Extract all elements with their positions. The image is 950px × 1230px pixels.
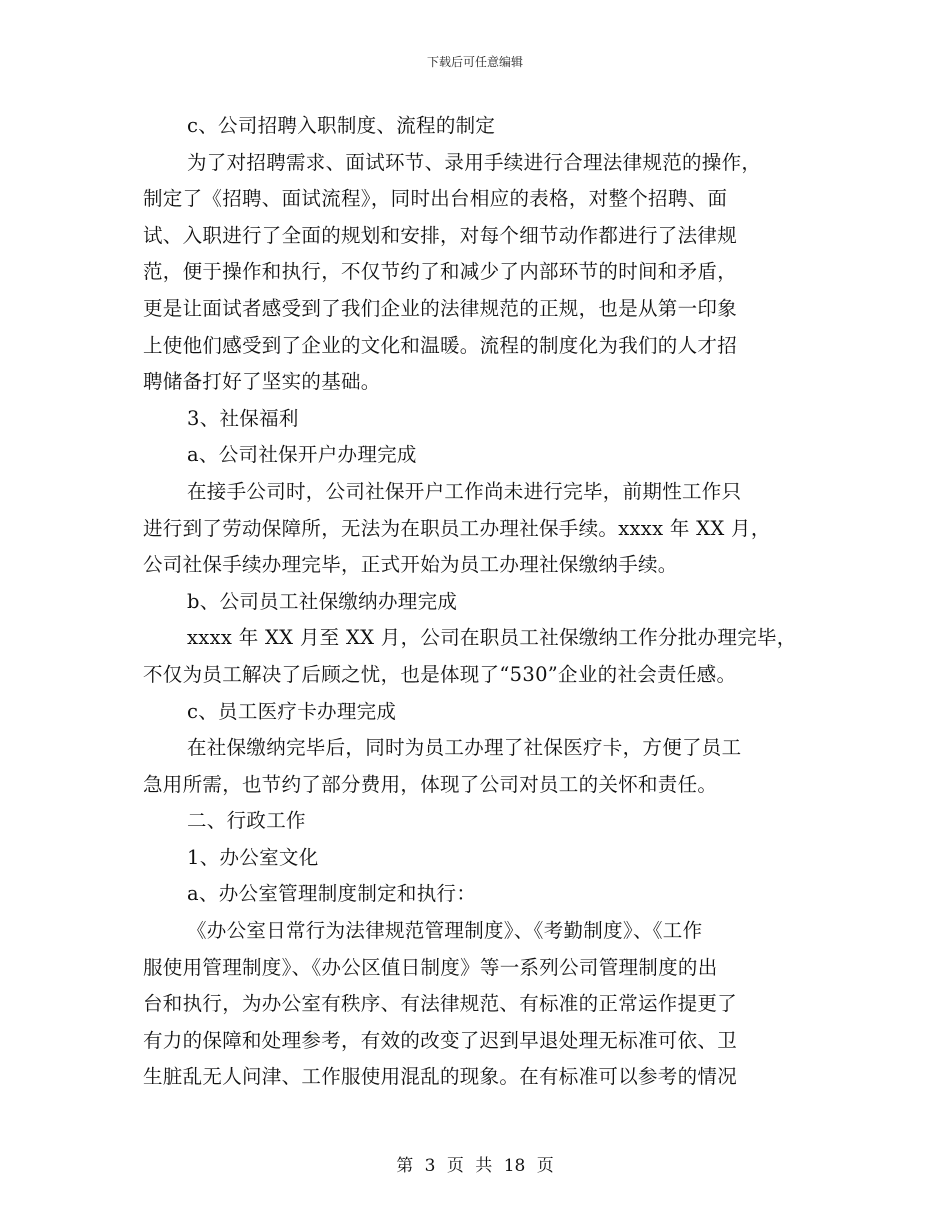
subsection-heading: a、公司社保开户办理完成 [187, 443, 417, 467]
paragraph-line: 范，便于操作和执行，不仅节约了和减少了内部环节的时间和矛盾， [143, 260, 738, 284]
paragraph-line: 在社保缴纳完毕后，同时为员工办理了社保医疗卡，方便了员工 [187, 736, 742, 760]
page-footer: 第 3 页 共 18 页 [396, 1156, 554, 1176]
subsection-heading: b、公司员工社保缴纳办理完成 [187, 589, 458, 613]
subsection-heading: a、办公室管理制度制定和执行： [187, 882, 477, 906]
paragraph-line: 有力的保障和处理参考，有效的改变了迟到早退处理无标准可依、卫 [143, 1028, 738, 1052]
paragraph-line: 生脏乱无人问津、工作服使用混乱的现象。在有标准可以参考的情况 [143, 1065, 738, 1089]
paragraph-line: c、公司招聘入职制度、流程的制定 [187, 114, 496, 137]
paragraph-line: xxxx 年 XX 月至 XX 月，公司在职员工社保缴纳工作分批办理完毕， [187, 626, 797, 650]
paragraph-line: 上使他们感受到了企业的文化和温暖。流程的制度化为我们的人才招 [143, 333, 738, 357]
paragraph-line: 不仅为员工解决了后顾之忧，也是体现了“530”企业的社会责任感。 [143, 662, 737, 686]
paragraph-line: 制定了《招聘、面试流程》，同时出台相应的表格，对整个招聘、面 [143, 187, 728, 211]
section-heading: 1、办公室文化 [187, 845, 319, 869]
page-header: 下载后可任意编辑 [426, 55, 523, 69]
paragraph-line: 急用所需，也节约了部分费用，体现了公司对员工的关怀和责任。 [143, 772, 718, 796]
paragraph-line: 公司社保手续办理完毕，正式开始为员工办理社保缴纳手续。 [143, 553, 678, 577]
paragraph-line: 《办公室日常行为法律规范管理制度》、《考勤制度》、《工作 [187, 919, 703, 943]
paragraph-line: 更是让面试者感受到了我们企业的法律规范的正规，也是从第一印象 [143, 296, 738, 320]
paragraph-line: 在接手公司时，公司社保开户工作尚未进行完毕，前期性工作只 [187, 479, 742, 503]
subsection-heading: c、员工医疗卡办理完成 [187, 699, 397, 723]
paragraph-line: 台和执行，为办公室有秩序、有法律规范、有标准的正常运作提更了 [143, 992, 738, 1016]
document-body [143, 108, 813, 1096]
paragraph-line: 为了对招聘需求、面试环节、录用手续进行合理法律规范的操作， [187, 150, 762, 174]
paragraph-line: 服使用管理制度》、《办公区值日制度》等一系列公司管理制度的出 [143, 955, 718, 979]
paragraph-line: 聘储备打好了坚实的基础。 [143, 370, 381, 394]
section-heading: 3、社保福利 [187, 406, 299, 430]
paragraph-line: 试、入职进行了全面的规划和安排，对每个细节动作都进行了法律规 [143, 223, 738, 247]
paragraph-line: 进行到了劳动保障所，无法为在职员工办理社保手续。xxxx 年 XX 月， [143, 516, 771, 540]
section-heading: 二、行政工作 [187, 809, 306, 833]
